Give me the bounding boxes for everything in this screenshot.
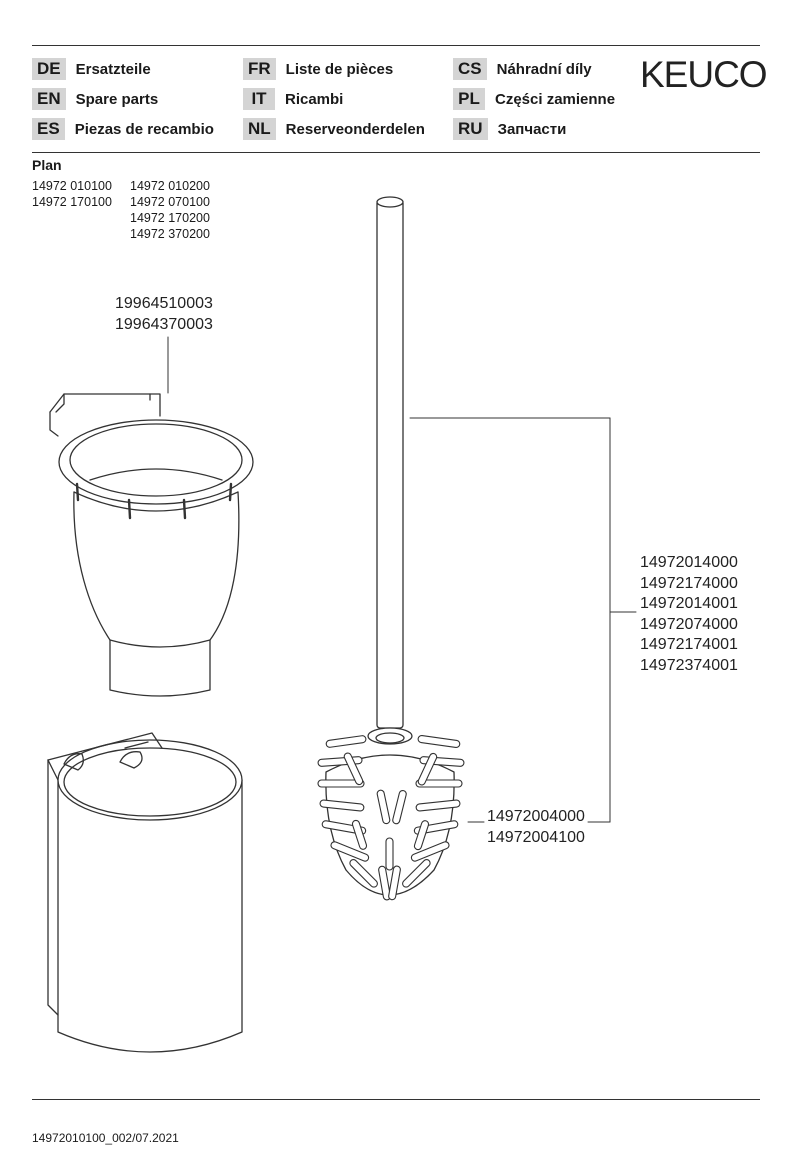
part-number: 19964510003	[115, 295, 213, 312]
lang-code: FR	[243, 58, 276, 80]
part-number: 14972004100	[487, 828, 585, 846]
part-number: 14972174001	[640, 636, 738, 653]
lang-label: Ersatzteile	[75, 60, 151, 78]
part-number: 14972014000	[640, 554, 738, 571]
part-number: 14972374001	[640, 656, 738, 674]
lang-label: Reserveonderdelen	[285, 120, 425, 138]
brush-head-drawing	[318, 735, 464, 900]
brand-logo: KEUCO	[640, 54, 767, 95]
lang-code: RU	[453, 118, 488, 140]
brush-handle-drawing	[368, 197, 412, 744]
lang-code: PL	[453, 88, 485, 110]
part-number: 14972174000	[640, 574, 738, 592]
lang-code: NL	[243, 118, 276, 140]
part-number: 19964370003	[115, 315, 213, 333]
part-number: 14972004000	[487, 808, 585, 825]
part-number: 14972074000	[640, 615, 738, 633]
part-number: 14972014001	[640, 595, 738, 612]
article-number: 14972 170100	[32, 195, 112, 209]
document-id: 14972010100_002/07.2021	[32, 1131, 179, 1145]
outer-container-drawing	[48, 733, 242, 1052]
series-title: Plan	[32, 157, 62, 173]
article-number: 14972 070100	[130, 195, 210, 209]
lang-label: Spare parts	[75, 90, 159, 108]
article-number: 14972 170200	[130, 211, 210, 225]
article-number: 14972 010200	[130, 179, 210, 193]
lang-code: EN	[32, 88, 66, 110]
lang-code: ES	[32, 118, 65, 140]
article-number: 14972 010100	[32, 179, 112, 193]
lang-label: Części zamienne	[495, 90, 616, 108]
lang-label: Запчасти	[497, 120, 567, 138]
lang-label: Piezas de recambio	[74, 120, 214, 138]
lang-label: Ricambi	[285, 90, 344, 108]
lang-label: Náhradní díly	[496, 60, 592, 78]
lang-code: DE	[32, 58, 66, 80]
lang-code: CS	[453, 58, 487, 80]
lang-code: IT	[243, 88, 275, 110]
lang-label: Liste de pièces	[285, 60, 394, 78]
article-number: 14972 370200	[130, 227, 210, 241]
insert-cup-drawing	[50, 394, 253, 696]
